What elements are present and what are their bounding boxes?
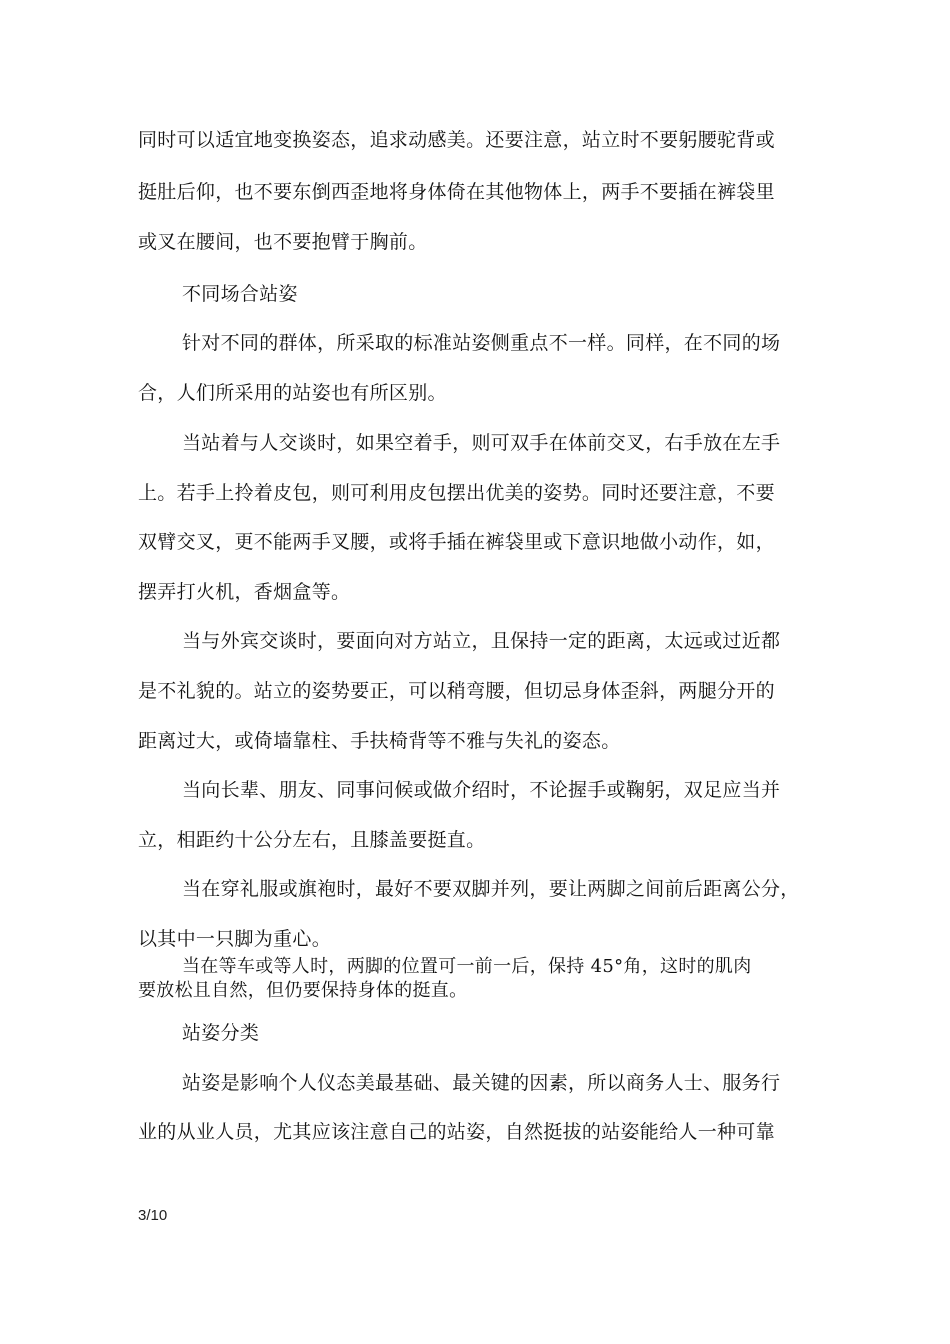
- section-heading: 站姿分类: [182, 1022, 260, 1044]
- body-text-line: 当向长辈、朋友、同事问候或做介绍时，不论握手或鞠躬，双足应当并: [182, 779, 781, 801]
- body-text-line: 当与外宾交谈时，要面向对方站立，且保持一定的距离，太远或过近都: [182, 630, 781, 652]
- body-text-line: 上。若手上拎着皮包，则可利用皮包摆出优美的姿势。同时还要注意，不要: [138, 482, 775, 504]
- body-text-line: 挺肚后仰，也不要东倒西歪地将身体倚在其他物体上，两手不要插在裤袋里: [138, 181, 775, 203]
- body-text-line: 立，相距约十公分左右，且膝盖要挺直。: [138, 829, 486, 851]
- body-text-line: 摆弄打火机，香烟盒等。: [138, 581, 351, 603]
- body-text-line: 合，人们所采用的站姿也有所区别。: [138, 382, 447, 404]
- body-text-line: 双臂交叉，更不能两手叉腰，或将手插在裤袋里或下意识地做小动作，如，: [138, 531, 775, 553]
- body-text-line: 同时可以适宜地变换姿态，追求动感美。还要注意，站立时不要躬腰驼背或: [138, 129, 775, 151]
- body-text-line: 站姿是影响个人仪态美最基础、最关键的因素，所以商务人士、服务行: [182, 1072, 781, 1094]
- body-text-line: 业的从业人员，尤其应该注意自己的站姿，自然挺拔的站姿能给人一种可靠: [138, 1121, 775, 1143]
- body-text-line: 是不礼貌的。站立的姿势要正，可以稍弯腰，但切忌身体歪斜，两腿分开的: [138, 680, 775, 702]
- body-text-line: 距离过大，或倚墙靠柱、手扶椅背等不雅与失礼的姿态。: [138, 730, 621, 752]
- body-text-line: 当在穿礼服或旗袍时，最好不要双脚并列，要让两脚之间前后距离公分，: [182, 878, 800, 900]
- page-number: 3/10: [138, 1207, 168, 1224]
- body-text-line: 或叉在腰间，也不要抱臂于胸前。: [138, 231, 428, 253]
- body-text-line: 要放松且自然，但仍要保持身体的挺直。: [138, 980, 468, 1001]
- section-heading: 不同场合站姿: [182, 283, 298, 305]
- body-text-line: 以其中一只脚为重心。: [138, 928, 332, 950]
- body-text-line: 当在等车或等人时，两脚的位置可一前一后，保持 45°角，这时的肌肉: [182, 956, 752, 977]
- body-text-line: 当站着与人交谈时，如果空着手，则可双手在体前交叉，右手放在左手: [182, 432, 781, 454]
- body-text-line: 针对不同的群体，所采取的标准站姿侧重点不一样。同样，在不同的场: [182, 332, 781, 354]
